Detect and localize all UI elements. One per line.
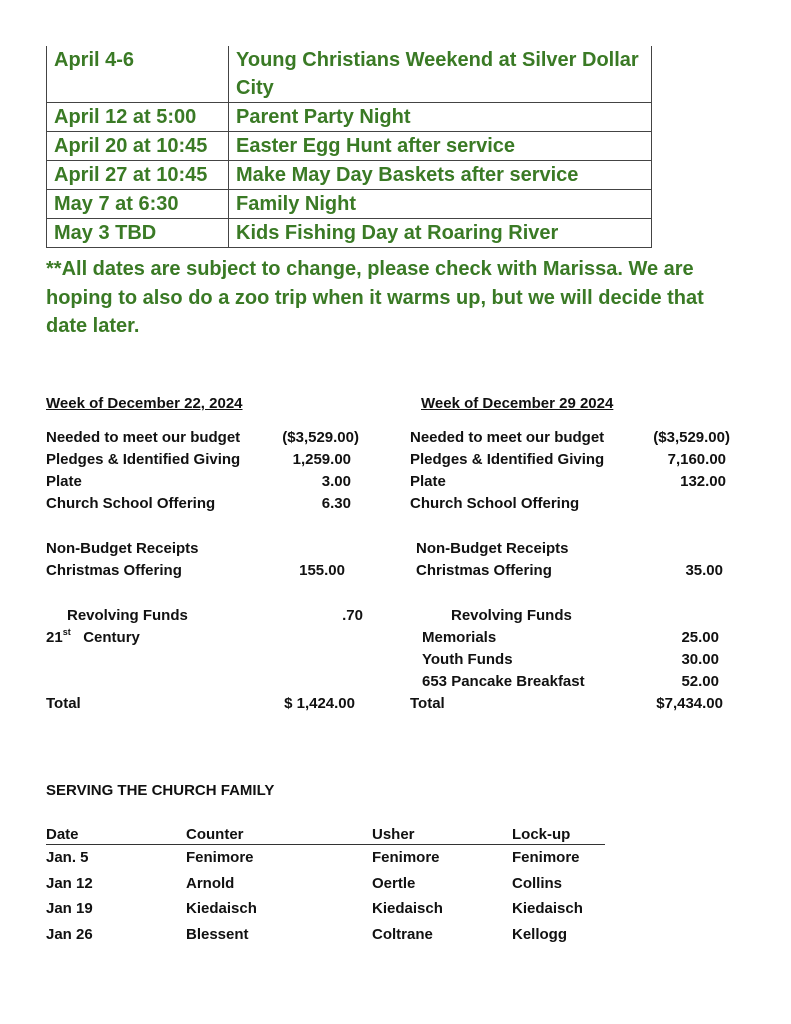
cell: Fenimore [372, 849, 440, 866]
cell: Fenimore [512, 849, 580, 866]
amount: ($3,529.00) [653, 429, 730, 446]
cell: Kiedaisch [186, 900, 257, 917]
cell: Kiedaisch [372, 900, 443, 917]
week1-heading-block [46, 393, 286, 415]
label: Church School Offering [46, 495, 216, 512]
week2-youth-row [410, 649, 730, 671]
event-row [47, 132, 652, 161]
amount: .70 [342, 607, 363, 624]
label: Needed to meet our budget [46, 429, 241, 446]
amount: 35.00 [685, 562, 723, 579]
label: Revolving Funds [451, 607, 572, 624]
amount: ($3,529.00) [282, 429, 359, 446]
event-row [47, 161, 652, 190]
amount: 132.00 [680, 473, 726, 490]
event-name: Young Christians Weekend at Silver Dollar City [229, 46, 652, 103]
label: Non-Budget Receipts [46, 540, 199, 557]
events-table [46, 46, 652, 248]
week2-revolving-row [410, 605, 730, 627]
week1-heading: Week of December 22, 2024 [46, 395, 243, 412]
label: Christmas Offering [46, 562, 182, 579]
week2-memorials-row [410, 627, 730, 649]
cell: Arnold [186, 874, 235, 892]
week1-revolving-row [46, 605, 363, 627]
cell: Fenimore [186, 849, 254, 866]
event-name: Easter Egg Hunt after service [229, 132, 652, 161]
week1-nonbudget-row [46, 538, 359, 560]
column-header: Date [46, 826, 79, 843]
amount: $7,434.00 [656, 695, 723, 712]
cell: Jan. 5 [46, 849, 89, 866]
label: 653 Pancake Breakfast [422, 673, 585, 690]
serving-row [46, 926, 605, 952]
cell: Collins [512, 874, 563, 892]
label: Total [410, 695, 445, 712]
label: Pledges & Identified Giving [410, 451, 605, 468]
label: Memorials [422, 629, 497, 646]
week1-needed-row [46, 427, 359, 449]
week2-pledges-row [410, 449, 730, 471]
serving-row [46, 900, 605, 926]
amount: 25.00 [681, 629, 719, 646]
amount: 3.00 [321, 473, 351, 490]
label: Christmas Offering [416, 562, 552, 579]
week1-school-row [46, 493, 359, 515]
amount: 155.00 [299, 562, 345, 579]
label: Pledges & Identified Giving [46, 451, 241, 468]
label: Total [46, 695, 81, 712]
week2-offering-block [410, 427, 730, 715]
cell: Coltrane [372, 925, 433, 943]
serving-table [46, 826, 605, 951]
serving-title: SERVING THE CHURCH FAMILY [46, 782, 275, 799]
week2-pancake-row [410, 671, 730, 693]
serving-row [46, 875, 605, 901]
serving-row [46, 849, 605, 875]
amount: 7,160.00 [667, 451, 726, 468]
week2-nonbudget-row [410, 538, 730, 560]
event-date: April 12 at 5:00 [47, 103, 229, 132]
event-name: Parent Party Night [229, 103, 652, 132]
label: Plate [410, 473, 446, 490]
event-date: May 7 at 6:30 [47, 190, 229, 219]
label: Revolving Funds [67, 607, 188, 624]
label: Youth Funds [422, 651, 513, 668]
event-name: Kids Fishing Day at Roaring River [229, 219, 652, 248]
event-name: Family Night [229, 190, 652, 219]
label: Needed to meet our budget [410, 429, 605, 446]
week2-total-row [410, 693, 730, 715]
week2-plate-row [410, 471, 730, 493]
event-row [47, 190, 652, 219]
week2-heading-block [421, 393, 661, 415]
cell: Kellogg [512, 925, 567, 943]
cell: Kiedaisch [512, 900, 583, 917]
week1-total-row [46, 693, 359, 715]
week2-needed-row [410, 427, 730, 449]
week1-pledges-row [46, 449, 359, 471]
label: Century [83, 629, 140, 646]
label: Non-Budget Receipts [416, 540, 569, 557]
cell: Blessent [186, 925, 249, 943]
week1-christmas-row [46, 560, 359, 582]
week2-heading: Week of December 29 2024 [421, 395, 614, 412]
amount: $ 1,424.00 [284, 695, 355, 712]
event-date: April 4-6 [47, 46, 229, 103]
century-suffix: st [62, 627, 71, 637]
week2-christmas-row [410, 560, 730, 582]
amount: 52.00 [681, 673, 719, 690]
event-name: Make May Day Baskets after service [229, 161, 652, 190]
event-row [47, 103, 652, 132]
serving-header-row [46, 826, 605, 845]
event-row [47, 219, 652, 248]
amount: 1,259.00 [292, 451, 351, 468]
column-header: Lock-up [512, 826, 571, 843]
cell: Oertle [372, 874, 416, 892]
amount: 6.30 [321, 495, 351, 512]
event-row [47, 46, 652, 103]
column-header: Usher [372, 826, 415, 843]
event-date: April 20 at 10:45 [47, 132, 229, 161]
week1-plate-row [46, 471, 359, 493]
week1-offering-block [46, 427, 363, 715]
week2-school-row [410, 493, 730, 515]
schedule-note: **All dates are subject to change, please check with Marissa. We are hoping to also do a zoo trip when it warms up, but we will decide that date later. [46, 258, 704, 337]
column-header: Counter [186, 826, 244, 843]
label: Church School Offering [410, 495, 580, 512]
event-date: May 3 TBD [47, 219, 229, 248]
century-number: 21 [46, 629, 63, 646]
label: Plate [46, 473, 82, 490]
event-date: April 27 at 10:45 [47, 161, 229, 190]
week1-century-row [46, 627, 359, 649]
amount: 30.00 [681, 651, 719, 668]
cell: Jan 19 [46, 900, 93, 917]
cell: Jan 26 [46, 925, 93, 943]
cell: Jan 12 [46, 874, 93, 892]
